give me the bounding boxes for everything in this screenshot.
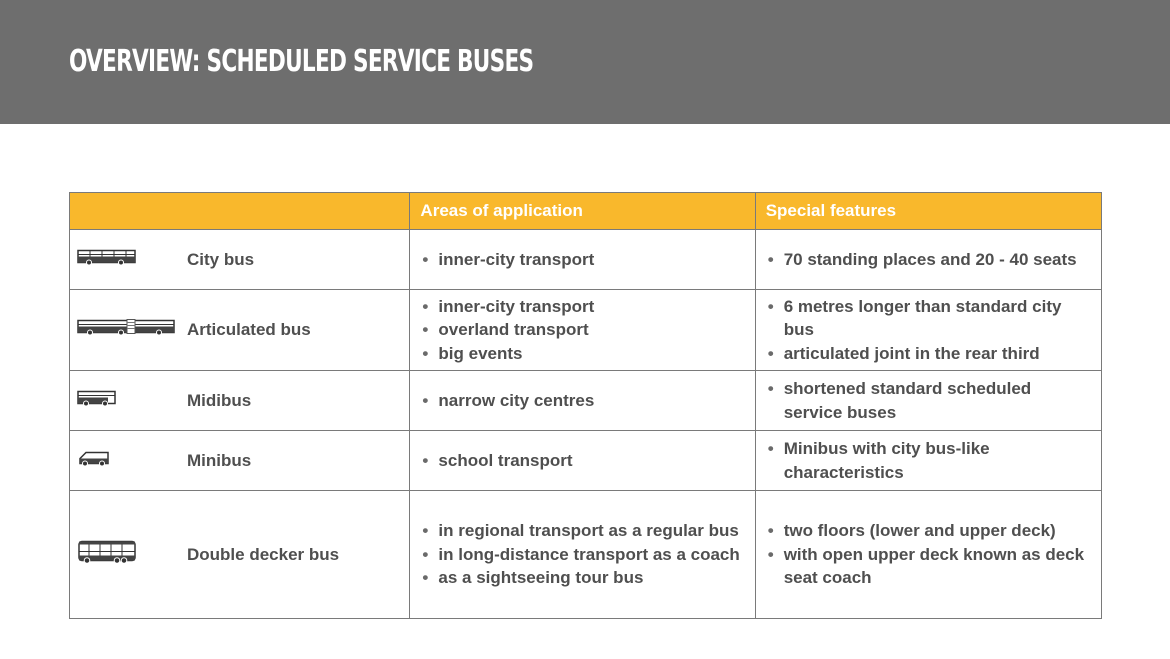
list-item: • 70 standing places and 20 - 40 seats <box>768 248 1091 272</box>
double-decker-bus-icon <box>77 538 137 571</box>
table-row <box>70 491 1102 619</box>
column-header-features: Special features <box>755 193 1101 230</box>
list-item: • narrow city centres <box>422 389 744 413</box>
list-item: • big events <box>422 342 744 366</box>
minibus-icon <box>77 448 111 473</box>
list-item: • school transport <box>422 449 744 473</box>
table-row <box>70 290 1102 371</box>
table-row <box>70 230 1102 290</box>
type-cell <box>70 371 410 431</box>
title-banner <box>0 0 1170 124</box>
list-item: • in long-distance transport as a coach <box>422 543 744 567</box>
areas-cell <box>410 491 755 619</box>
table-header-row <box>70 193 1102 230</box>
list-item: • as a sightseeing tour bus <box>422 566 744 590</box>
table-row <box>70 371 1102 431</box>
bus-type-label: Articulated bus <box>187 320 311 339</box>
bus-types-table <box>69 192 1102 619</box>
type-cell <box>70 491 410 619</box>
list-item: • 6 metres longer than standard city bus <box>768 295 1091 342</box>
type-cell <box>70 290 410 371</box>
features-cell <box>755 431 1101 491</box>
type-cell <box>70 431 410 491</box>
table-row <box>70 431 1102 491</box>
bus-type-label: Minibus <box>187 450 252 470</box>
features-cell <box>755 230 1101 290</box>
features-cell <box>755 371 1101 431</box>
column-header-type <box>70 193 410 230</box>
list-item: • shortened standard scheduled service buses <box>768 377 1091 424</box>
bus-type-label: City bus <box>187 249 255 269</box>
features-cell <box>755 290 1101 371</box>
page-title: OVERVIEW: SCHEDULED SERVICE BUSES <box>69 44 534 79</box>
bus-type-label: Double decker bus <box>187 544 340 564</box>
areas-cell <box>410 371 755 431</box>
bus-type-label: Midibus <box>187 390 252 410</box>
areas-cell <box>410 290 755 371</box>
areas-cell <box>410 230 755 290</box>
column-header-areas: Areas of application <box>410 193 755 230</box>
articulated-bus-icon <box>77 318 177 343</box>
city-bus-icon <box>77 247 137 272</box>
list-item: • in regional transport as a regular bus <box>422 519 744 543</box>
features-cell <box>755 491 1101 619</box>
list-item: • overland transport <box>422 318 744 342</box>
areas-cell <box>410 431 755 491</box>
type-cell <box>70 230 410 290</box>
list-item: • articulated joint in the rear third <box>768 342 1091 366</box>
list-item: • inner-city transport <box>422 295 744 319</box>
list-item: • Minibus with city bus-like characteristics <box>768 437 1091 484</box>
midibus-icon <box>77 388 117 413</box>
list-item: • two floors (lower and upper deck) <box>768 519 1091 543</box>
list-item: • inner-city transport <box>422 248 744 272</box>
list-item: • with open upper deck known as deck seat coach <box>768 543 1091 590</box>
